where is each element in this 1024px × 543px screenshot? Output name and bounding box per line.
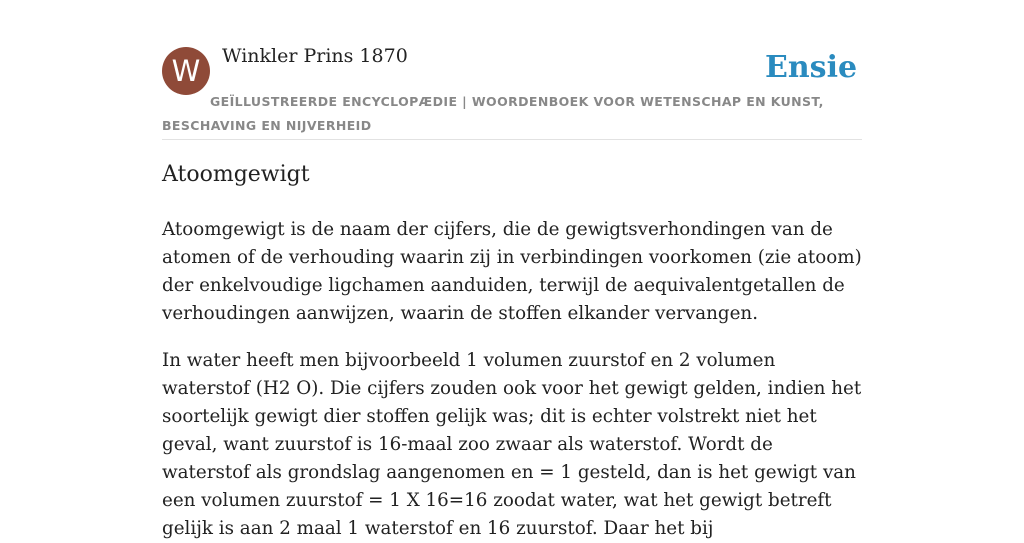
header-divider	[162, 139, 862, 140]
article-paragraph: Atoomgewigt is de naam der cijfers, die de gewigtsverhondingen van de atomen of de verhouding waarin zij in verbindingen voorkomen (zie atoom) der enkelvoudige ligchamen aanduiden, terwijl de aequivalentgetallen de verhoudingen aanwijzen, waarin de stoffen elkander vervangen.	[162, 219, 862, 324]
source-title-link[interactable]: Winkler Prins 1870	[222, 45, 408, 67]
source-avatar[interactable]: W	[162, 47, 210, 95]
source-subtitle: GEÏLLUSTREERDE ENCYCLOPÆDIE | WOORDENBOEK VOOR WETENSCHAP EN KUNST, BESCHAVING EN NIJVERHEID	[162, 94, 824, 133]
article-paragraph: In water heeft men bijvoorbeeld 1 volumen zuurstof en 2 volumen waterstof (H2 O). Die cijfers zouden ook voor het gewigt gelden, indien het soortelijk gewigt dier stoffen gelijk was; dit is echter volstrekt niet het geval, want zuurstof is 16-maal zoo zwaar als waterstof. Wordt de waterstof als grondslag aangenomen en = 1 gesteld, dan is het gewigt van een volumen zuurstof = 1 X 16=16 zoodat water, wat het gewigt betreft gelijk is aan 2 maal 1 waterstof en 16 zuurstof. Daar het bij	[162, 350, 862, 539]
article-title: Atoomgewigt	[162, 162, 310, 187]
ensie-logo[interactable]: Ensie	[765, 50, 858, 85]
